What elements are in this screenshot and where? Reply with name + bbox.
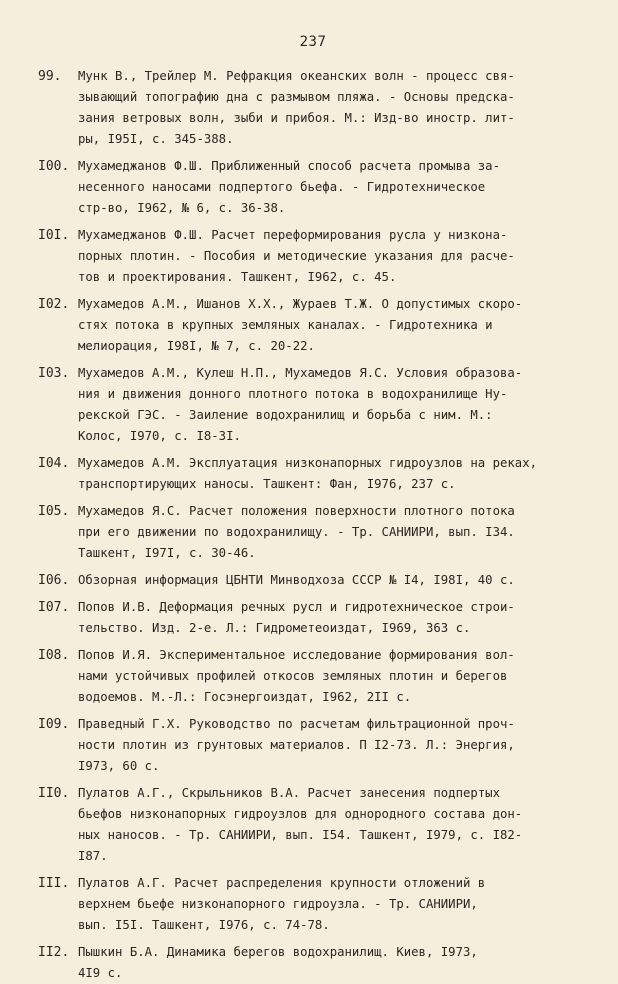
reference-line: водоемов. М.-Л.: Госэнергоиздат, I962, 2II с. — [78, 690, 412, 704]
reference-number: I08. — [38, 648, 70, 663]
reference-line: Мухамеджанов Ф.Ш. Расчет переформирования русла у низкона- — [78, 228, 508, 242]
reference-line: верхнем бьефе низконапорного гидроузла. - Тр. САНИИРИ, — [78, 897, 478, 911]
reference-item — [38, 570, 588, 591]
reference-list — [38, 66, 588, 984]
reference-number: I0I. — [38, 228, 70, 243]
reference-text — [78, 294, 588, 357]
reference-text — [78, 453, 588, 495]
reference-line: Колос, I970, с. I8-3I. — [78, 429, 241, 443]
reference-number: I06. — [38, 573, 70, 588]
reference-number: 99. — [38, 69, 62, 84]
reference-line: стр-во, I962, № 6, с. 36-38. — [78, 201, 286, 215]
reference-line: Праведный Г.Х. Руководство по расчетам фильтрационной проч- — [78, 717, 515, 731]
reference-text — [78, 714, 588, 777]
reference-item — [38, 453, 588, 495]
reference-line: ности плотин из грунтовых материалов. П I2-73. Л.: Энергия, — [78, 738, 515, 752]
reference-text — [78, 156, 588, 219]
reference-number: I04. — [38, 456, 70, 471]
reference-line: 4I9 с. — [78, 966, 123, 980]
reference-line: зывающий топографию дна с размывом пляжа. - Основы предска- — [78, 90, 515, 104]
reference-line: I973, 60 с. — [78, 759, 160, 773]
reference-text — [78, 66, 588, 150]
reference-line: стях потока в крупных земляных каналах. - Гидротехника и — [78, 318, 493, 332]
reference-line: Пулатов А.Г. Расчет распределения крупности отложений в — [78, 876, 486, 890]
reference-line: ных наносов. - Тр. САНИИРИ, вып. I54. Ташкент, I979, с. I82- — [78, 828, 523, 842]
reference-line: Мухамедов Я.С. Расчет положения поверхности плотного потока — [78, 504, 515, 518]
reference-item — [38, 363, 588, 447]
reference-line: Попов И.Я. Экспериментальное исследование формирования вол- — [78, 648, 515, 662]
reference-item — [38, 501, 588, 564]
reference-number: III. — [38, 876, 70, 891]
reference-line: Мухамедов А.М., Ишанов Х.Х., Жураев Т.Ж. О допустимых скоро- — [78, 297, 523, 311]
reference-item — [38, 156, 588, 219]
reference-text — [78, 570, 588, 591]
reference-line: при его движении по водохранилищу. - Тр. САНИИРИ, вып. I34. — [78, 525, 515, 539]
reference-text — [78, 645, 588, 708]
reference-number: II2. — [38, 945, 70, 960]
reference-number: II0. — [38, 786, 70, 801]
reference-item — [38, 645, 588, 708]
reference-number: I02. — [38, 297, 70, 312]
reference-item — [38, 714, 588, 777]
reference-item — [38, 597, 588, 639]
reference-number: I09. — [38, 717, 70, 732]
reference-line: вып. I5I. Ташкент, I976, с. 74-78. — [78, 918, 330, 932]
reference-line: Попов И.В. Деформация речных русл и гидротехническое строи- — [78, 600, 515, 614]
reference-line: тов и проектирования. Ташкент, I962, с. 45. — [78, 270, 397, 284]
reference-line: Ташкент, I97I, с. 30-46. — [78, 546, 256, 560]
reference-item — [38, 294, 588, 357]
reference-line: Мухамедов А.М. Эксплуатация низконапорных гидроузлов на реках, — [78, 456, 538, 470]
reference-item — [38, 66, 588, 150]
reference-item — [38, 225, 588, 288]
reference-number: I05. — [38, 504, 70, 519]
reference-item — [38, 783, 588, 867]
reference-line: Пышкин Б.А. Динамика берегов водохранилищ. Киев, I973, — [78, 945, 478, 959]
reference-text — [78, 597, 588, 639]
reference-line: Обзорная информация ЦБНТИ Минводхоза СССР № I4, I98I, 40 с. — [78, 573, 515, 587]
reference-line: бьефов низконапорных гидроузлов для однородного состава дон- — [78, 807, 523, 821]
reference-text — [78, 942, 588, 984]
reference-line: Мунк В., Трейлер М. Рефракция океанских волн - процесс свя- — [78, 69, 515, 83]
page-number: 237 — [299, 34, 327, 50]
reference-line: Мухамедов А.М., Кулеш Н.П., Мухамедов Я.С. Условия образова- — [78, 366, 523, 380]
reference-line: Мухамеджанов Ф.Ш. Приближенный способ расчета промыва за- — [78, 159, 500, 173]
reference-text — [78, 873, 588, 936]
reference-number: I00. — [38, 159, 70, 174]
reference-line: несенного наносами подпертого бьефа. - Гидротехническое — [78, 180, 486, 194]
reference-number: I03. — [38, 366, 70, 381]
reference-line: нами устойчивых профилей откосов земляных плотин и берегов — [78, 669, 508, 683]
reference-item — [38, 873, 588, 936]
reference-line: ры, I95I, с. 345-388. — [78, 132, 234, 146]
reference-text — [78, 783, 588, 867]
reference-line: Пулатов А.Г., Скрыльников В.А. Расчет занесения подпертых — [78, 786, 500, 800]
reference-line: мелиорация, I98I, № 7, с. 20-22. — [78, 339, 315, 353]
reference-line: рекской ГЭС. - Заиление водохранилищ и борьба с ним. М.: — [78, 408, 493, 422]
reference-line: порных плотин. - Пособия и методические указания для расче- — [78, 249, 515, 263]
reference-line: транспортирующих наносы. Ташкент: Фан, I976, 237 с. — [78, 477, 456, 491]
reference-number: I07. — [38, 600, 70, 615]
reference-text — [78, 363, 588, 447]
reference-line: I87. — [78, 849, 108, 863]
reference-text — [78, 225, 588, 288]
reference-line: ния и движения донного плотного потока в водохранилище Ну- — [78, 387, 508, 401]
reference-item — [38, 942, 588, 984]
reference-line: тельство. Изд. 2-е. Л.: Гидрометеоиздат, I969, 363 с. — [78, 621, 471, 635]
reference-text — [78, 501, 588, 564]
reference-line: зания ветровых волн, зыби и прибоя. М.: Изд-во иностр. лит- — [78, 111, 515, 125]
